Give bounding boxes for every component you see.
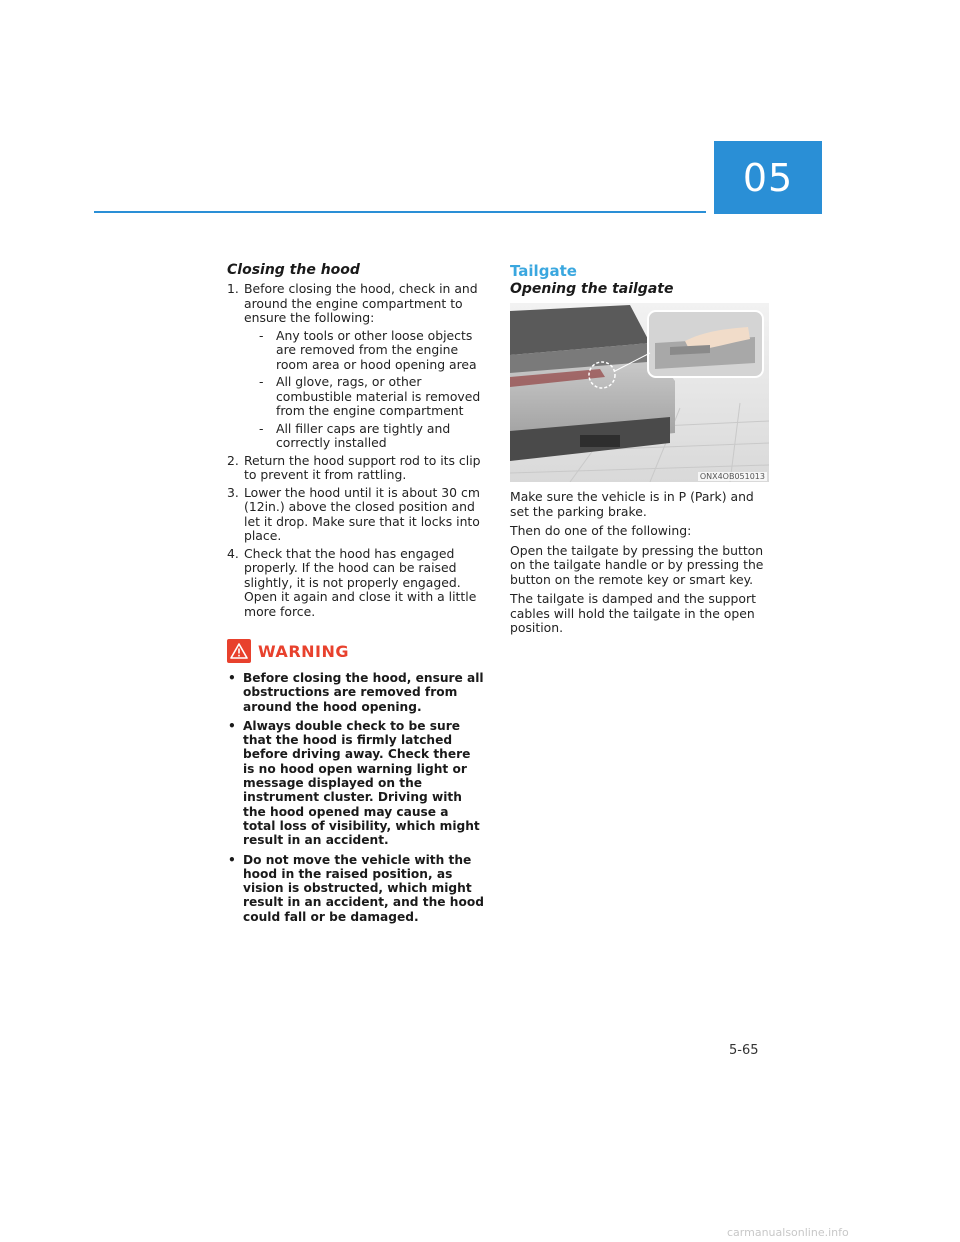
watermark: carmanualsonline.info	[727, 1226, 849, 1239]
paragraph: Make sure the vehicle is in P (Park) and set the parking brake.	[510, 489, 754, 519]
tailgate-section-title: Tailgate	[510, 262, 577, 280]
closing-hood-heading: Closing the hood	[227, 262, 360, 278]
right-column	[510, 262, 772, 641]
warning-list	[227, 671, 485, 924]
sub-item-text: All glove, rags, or other combustible material is removed from the engine compartment	[276, 374, 481, 418]
step-item	[227, 454, 485, 483]
warning-item: • Always double check to be sure that the hood is firmly latched before driving away. Check there is no hood open warning light or message displayed on the instrument cluster. Driving with the hood opened may cause a total loss of visibility, which might result in an accident.	[228, 718, 480, 848]
warning-header	[227, 639, 485, 663]
tailgate-text	[510, 490, 772, 636]
sub-item-text: Any tools or other loose objects are removed from the engine room area or hood opening area	[276, 327, 477, 372]
step-text: Return the hood support rod to its clip to prevent it from rattling.	[244, 452, 481, 482]
step-item	[227, 486, 485, 544]
page-number: 5-65	[729, 1043, 759, 1058]
closing-hood-steps	[227, 282, 485, 619]
warning-title: WARNING	[258, 641, 349, 661]
left-column	[227, 262, 485, 929]
paragraph: Open the tailgate by pressing the button on the tailgate handle or by pressing the button on the remote key or smart key.	[510, 542, 764, 587]
tailgate-illustration-image	[510, 303, 769, 482]
chapter-tab	[714, 141, 822, 214]
step-number: 3.	[227, 484, 239, 500]
opening-tailgate-heading: Opening the tailgate	[510, 281, 674, 297]
step-text: Check that the hood has engaged properly. If the hood can be raised slightly, it is not properly engaged. Open it again and close it with a little more force.	[244, 545, 477, 619]
step-item	[227, 547, 485, 620]
warning-item: • Do not move the vehicle with the hood in the raised position, as vision is obstructed, which might result in an accident, and the hood could fall or be damaged.	[228, 852, 484, 924]
sub-item: - Any tools or other loose objects are removed from the engine room area or hood opening area	[259, 327, 477, 372]
paragraph: The tailgate is damped and the support cables will hold the tailgate in the open position.	[510, 591, 756, 635]
sub-item: - All glove, rags, or other combustible material is removed from the engine compartment	[259, 374, 481, 418]
step-sublist	[244, 329, 485, 451]
chapter-number: 05	[742, 155, 794, 200]
figure-code: ONX4OB051013	[699, 472, 765, 481]
warning-item-text: Before closing the hood, ensure all obstructions are removed from around the hood opening.	[243, 671, 484, 714]
step-number: 4.	[227, 545, 239, 561]
sub-item: - All filler caps are tightly and correctly installed	[259, 420, 451, 450]
warning-item-text: Do not move the vehicle with the hood in the raised position, as vision is obstructed, which might result in an accident, and the hood could fall or be damaged.	[243, 852, 484, 924]
warning-item: • Before closing the hood, ensure all obstructions are removed from around the hood opening.	[228, 671, 484, 714]
header-rule	[94, 211, 706, 213]
paragraph: Then do one of the following:	[510, 523, 692, 538]
step-text: Lower the hood until it is about 30 cm (12in.) above the closed position and let it drop. Make sure that it locks into place.	[244, 484, 480, 543]
warning-triangle-icon	[227, 639, 251, 663]
step-text: Before closing the hood, check in and around the engine compartment to ensure the following:	[244, 281, 478, 325]
step-item	[227, 282, 485, 451]
tailgate-illustration	[510, 303, 769, 482]
warning-item-text: Always double check to be sure that the hood is firmly latched before driving away. Check there is no hood open warning light or message displayed on the instrument cluster. Driving with the hood opened may cause a total loss of visibility, which might result in an accident.	[243, 718, 480, 848]
sub-item-text: All filler caps are tightly and correctly installed	[276, 420, 451, 450]
step-number: 1.	[227, 281, 239, 296]
step-number: 2.	[227, 452, 239, 468]
